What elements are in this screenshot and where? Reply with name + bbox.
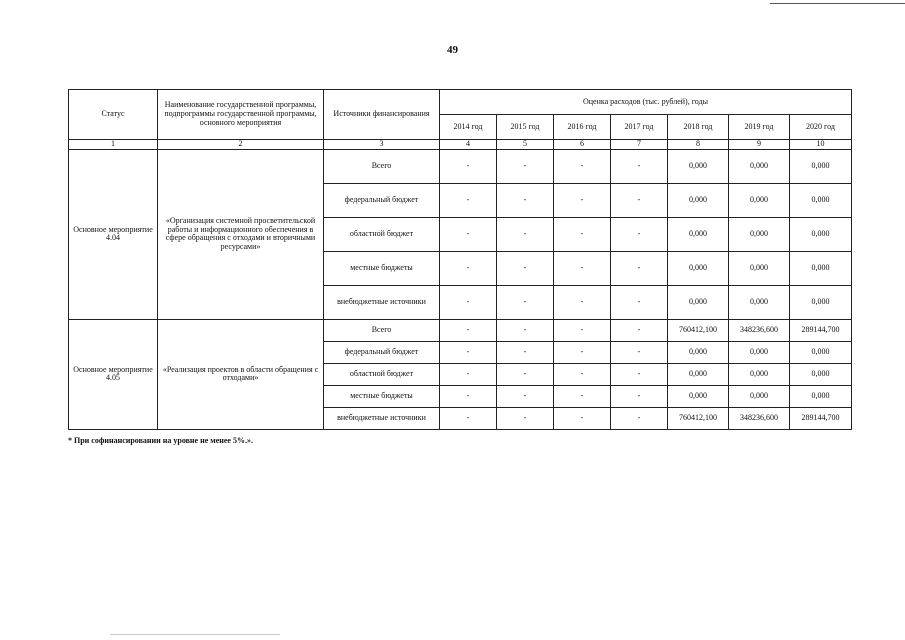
value-cell: - (611, 341, 668, 363)
value-cell: 0,000 (729, 285, 790, 319)
value-cell: - (554, 407, 611, 429)
header-year: 2020 год (790, 115, 852, 140)
value-cell: - (611, 363, 668, 385)
value-cell: 0,000 (790, 217, 852, 251)
header-year: 2016 год (554, 115, 611, 140)
footnote: * При софинансировании на уровне не менее 5%.». (68, 436, 253, 445)
funding-source-cell: Всего (324, 319, 440, 341)
value-cell: - (497, 183, 554, 217)
value-cell: 0,000 (729, 217, 790, 251)
value-cell: - (440, 385, 497, 407)
value-cell: - (440, 363, 497, 385)
funding-source-cell: внебюджетные источники (324, 285, 440, 319)
value-cell: 0,000 (668, 285, 729, 319)
header-sources: Источники финансирования (324, 90, 440, 140)
header-year: 2014 год (440, 115, 497, 140)
funding-source-cell: местные бюджеты (324, 385, 440, 407)
bottom-scan-line (110, 634, 280, 635)
value-cell: - (611, 407, 668, 429)
value-cell: 289144,700 (790, 407, 852, 429)
value-cell: - (440, 285, 497, 319)
value-cell: - (440, 407, 497, 429)
funding-source-cell: местные бюджеты (324, 251, 440, 285)
activity-name-cell: «Организация системной просветительской работы и информационного обеспечения в сфере обращения с отходами и вторичными ресурсами» (158, 149, 324, 319)
header-status: Статус (69, 90, 158, 140)
value-cell: - (611, 385, 668, 407)
column-number-row (69, 140, 852, 150)
value-cell: - (554, 363, 611, 385)
value-cell: - (497, 285, 554, 319)
value-cell: - (554, 217, 611, 251)
header-year: 2018 год (668, 115, 729, 140)
value-cell: - (554, 341, 611, 363)
page-number: 49 (447, 44, 458, 56)
value-cell: - (554, 385, 611, 407)
value-cell: - (497, 149, 554, 183)
value-cell: 0,000 (790, 149, 852, 183)
column-number: 7 (611, 140, 668, 150)
funding-source-cell: федеральный бюджет (324, 183, 440, 217)
value-cell: 760412,100 (668, 407, 729, 429)
value-cell: - (440, 149, 497, 183)
value-cell: 0,000 (668, 363, 729, 385)
header-name: Наименование государственной программы, подпрограммы государственной программы, основного мероприятия (158, 90, 324, 140)
value-cell: - (611, 285, 668, 319)
value-cell: 760412,100 (668, 319, 729, 341)
status-cell: Основное мероприятие 4.05 (69, 319, 158, 429)
value-cell: 0,000 (668, 341, 729, 363)
column-number: 6 (554, 140, 611, 150)
value-cell: - (497, 217, 554, 251)
funding-source-cell: Всего (324, 149, 440, 183)
value-cell: 0,000 (729, 363, 790, 385)
value-cell: 0,000 (729, 183, 790, 217)
column-number: 4 (440, 140, 497, 150)
column-number: 2 (158, 140, 324, 150)
value-cell: 0,000 (668, 217, 729, 251)
value-cell: - (554, 251, 611, 285)
value-cell: 0,000 (790, 363, 852, 385)
value-cell: 0,000 (668, 149, 729, 183)
funding-source-cell: внебюджетные источники (324, 407, 440, 429)
value-cell: - (440, 251, 497, 285)
header-year: 2019 год (729, 115, 790, 140)
value-cell: 0,000 (790, 285, 852, 319)
column-number: 9 (729, 140, 790, 150)
column-number: 10 (790, 140, 852, 150)
value-cell: 0,000 (729, 251, 790, 285)
value-cell: - (554, 149, 611, 183)
header-year: 2015 год (497, 115, 554, 140)
value-cell: - (440, 183, 497, 217)
value-cell: - (497, 319, 554, 341)
value-cell: 0,000 (790, 341, 852, 363)
value-cell: 0,000 (790, 183, 852, 217)
header-estimate: Оценка расходов (тыс. рублей), годы (440, 90, 852, 115)
value-cell: 0,000 (790, 385, 852, 407)
value-cell: 0,000 (729, 149, 790, 183)
value-cell: - (611, 149, 668, 183)
column-number: 3 (324, 140, 440, 150)
value-cell: 0,000 (729, 385, 790, 407)
value-cell: - (440, 341, 497, 363)
value-cell: - (554, 285, 611, 319)
value-cell: 0,000 (668, 385, 729, 407)
table-row (69, 319, 852, 341)
value-cell: - (440, 217, 497, 251)
table-row (69, 149, 852, 183)
column-number: 8 (668, 140, 729, 150)
value-cell: - (497, 363, 554, 385)
value-cell: - (611, 319, 668, 341)
column-number: 5 (497, 140, 554, 150)
value-cell: 289144,700 (790, 319, 852, 341)
top-edge-line (770, 3, 905, 4)
value-cell: - (497, 251, 554, 285)
column-number: 1 (69, 140, 158, 150)
value-cell: 0,000 (668, 251, 729, 285)
value-cell: 348236,600 (729, 319, 790, 341)
status-cell: Основное мероприятие 4.04 (69, 149, 158, 319)
funding-source-cell: федеральный бюджет (324, 341, 440, 363)
value-cell: - (554, 183, 611, 217)
funding-source-cell: областной бюджет (324, 363, 440, 385)
value-cell: - (440, 319, 497, 341)
value-cell: - (554, 319, 611, 341)
budget-table (68, 89, 852, 430)
value-cell: - (497, 341, 554, 363)
value-cell: - (611, 183, 668, 217)
value-cell: 0,000 (729, 341, 790, 363)
header-year: 2017 год (611, 115, 668, 140)
activity-name-cell: «Реализация проектов в области обращения с отходами» (158, 319, 324, 429)
funding-source-cell: областной бюджет (324, 217, 440, 251)
value-cell: - (497, 407, 554, 429)
value-cell: - (611, 251, 668, 285)
value-cell: - (611, 217, 668, 251)
value-cell: - (497, 385, 554, 407)
value-cell: 0,000 (668, 183, 729, 217)
value-cell: 348236,600 (729, 407, 790, 429)
value-cell: 0,000 (790, 251, 852, 285)
